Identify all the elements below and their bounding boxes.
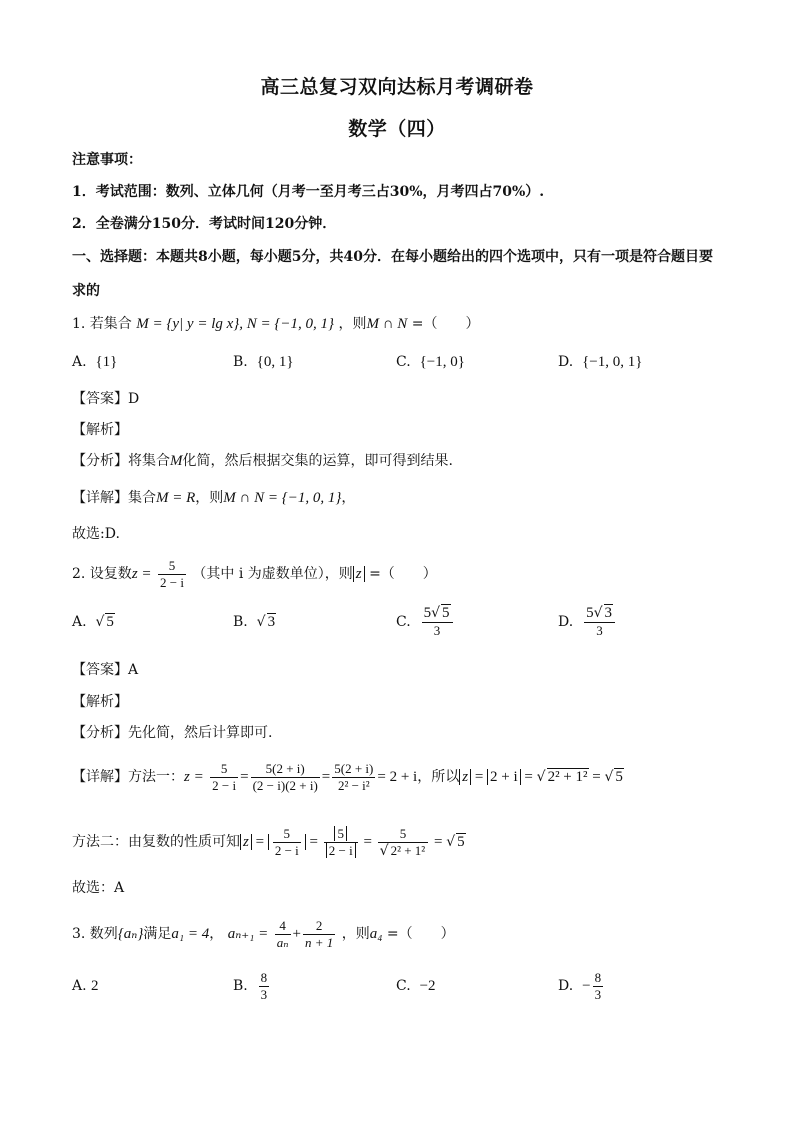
denominator: (2 − i)(2 + i) — [252, 777, 318, 793]
numerator: 8 — [594, 969, 602, 985]
abs-numerator: 5 — [334, 826, 347, 841]
q2-method1: 【详解】方法一：z = $\frac{5}{2 - i}$ = $\frac{5(2 + i)}{(2 - i)(2 + i)}$ = $\frac{5(2 + i)}{\text{2² − i²}}$ = 2 + i，所以 z = 2 + i = √ 2² + 1² = √ 5 — [72, 760, 623, 793]
option-label: D. — [558, 614, 574, 630]
q2-fenxi — [72, 723, 272, 743]
q2-analysis-label: 【解析】 — [72, 694, 128, 710]
q1-set-m: M = {y| y = lg x} — [136, 316, 240, 332]
detail-text: ，则 — [195, 490, 224, 506]
numerator: 5 — [210, 761, 238, 778]
numerator — [422, 605, 453, 623]
q2-stem-prefix: 2. 设复数 — [72, 566, 132, 582]
option-label: A. — [72, 978, 87, 994]
q1-conclusion: 故选:D. — [72, 526, 120, 542]
answer-value: D — [128, 391, 140, 407]
m2-frac-2 — [324, 826, 358, 859]
m1-abs-val: 2 + i — [487, 769, 521, 785]
q1-answer — [72, 389, 139, 409]
m1-frac-2 — [251, 761, 320, 794]
detail-text: 集合 — [128, 490, 156, 506]
method-label: 方法二：由复数的性质可知 — [72, 834, 240, 850]
coefficient: 5 — [423, 605, 432, 621]
q2-conclusion: 故选：A — [72, 880, 125, 896]
q2-stem-mid: （其中 i 为虚数单位），则 — [192, 566, 353, 582]
radicand: 5 — [442, 605, 450, 621]
q3-plus: + — [292, 926, 301, 942]
m1-abs-z: z — [459, 769, 471, 785]
q3-a4: a₄ — [369, 926, 383, 942]
numerator: 5(2 + i) — [334, 760, 374, 776]
q1-fenxi — [72, 451, 453, 471]
q1-expr: M ∩ N — [366, 316, 408, 332]
fenxi-label: 【分析】 — [72, 725, 128, 741]
q1-option-b — [233, 352, 294, 372]
option-value: {−1, 0} — [419, 354, 465, 370]
q3-option-b — [233, 966, 271, 1006]
fenxi-text: 将集合 — [128, 453, 170, 469]
q1-option-c — [396, 352, 465, 372]
denominator: 3 — [594, 986, 602, 1002]
detail-text: ， — [341, 490, 356, 506]
radicand: 3 — [267, 614, 276, 630]
m1-final: 5 — [615, 769, 623, 785]
q2-option-c — [396, 602, 455, 642]
m2-abs-z: z — [240, 834, 252, 850]
method-label: 方法一： — [128, 769, 184, 785]
q1-option-a — [72, 352, 117, 372]
detail-label: 【详解】 — [72, 490, 128, 506]
denominator: 3 — [596, 623, 603, 638]
q2-option-b — [233, 612, 276, 632]
fenxi-label: 【分析】 — [72, 453, 128, 469]
m1-z: z = — [184, 769, 204, 785]
denominator: 2 − i — [212, 777, 237, 793]
q3-stem-text: ， — [209, 926, 224, 942]
q2-abs-z: z — [353, 566, 365, 582]
q1-detail — [72, 488, 355, 508]
m1-frac-3 — [332, 761, 375, 794]
radicand: 5 — [106, 614, 114, 630]
denominator: 3 — [433, 623, 441, 638]
radicand: 2² + 1² — [390, 842, 426, 858]
denominator — [378, 843, 429, 859]
fenxi-text: 化简，然后根据交集的运算，即可得到结果. — [182, 453, 453, 469]
radicand: 3 — [604, 605, 613, 621]
option-label: A. — [72, 614, 87, 630]
sqrt-icon: √ — [95, 614, 105, 630]
option-sign: − — [582, 978, 591, 994]
numerator: 5 — [378, 826, 429, 843]
page-subtitle: 数学（四） — [348, 118, 446, 140]
sqrt-icon: √ — [536, 769, 546, 785]
q1-stem-suffix: =（ ） — [407, 316, 480, 332]
m2-final: 5 — [457, 834, 465, 850]
q3-rec-frac-1 — [275, 918, 291, 951]
q3-stem-suffix: =（ ） — [382, 926, 455, 942]
option-value: 2 — [91, 978, 99, 994]
option-fraction — [259, 970, 270, 1003]
q3-rec-lhs: aₙ₊₁ = — [227, 926, 269, 942]
q3-option-a — [72, 976, 99, 996]
sqrt-icon: √ — [256, 614, 266, 630]
numerator: 8 — [260, 969, 268, 985]
abs-denominator: 2 − i — [326, 843, 356, 858]
q1-analysis-label: 【解析】 — [72, 422, 128, 438]
fenxi-var: M — [170, 453, 183, 469]
denominator — [324, 843, 358, 859]
q1-option-d — [558, 352, 642, 372]
q3-stem — [72, 914, 455, 954]
q2-option-a — [72, 612, 115, 632]
option-label: D. — [558, 354, 574, 370]
numerator — [584, 605, 615, 623]
option-label: B. — [233, 614, 248, 630]
option-value: {1} — [95, 354, 118, 370]
option-label: C. — [396, 978, 411, 994]
q3-option-d — [558, 966, 605, 1006]
q3-stem-text: ，则 — [341, 926, 370, 942]
q1-stem — [72, 314, 480, 334]
q2-stem-suffix: =（ ） — [364, 566, 437, 582]
option-label: C. — [396, 354, 411, 370]
answer-label: 【答案】 — [72, 662, 128, 678]
q2-method2: 方法二：由复数的性质可知 z = $\frac{5}{2 - i}$ = $\frac{5}{2 - i}$ = $\frac{5}{\text{√ 2² + 1²}}$ = √ 5 — [72, 825, 465, 859]
detail-math: M ∩ N = {−1, 0, 1} — [223, 490, 342, 506]
sqrt-icon: √ — [593, 605, 603, 621]
numerator: 2 — [303, 918, 335, 935]
q2-answer — [72, 660, 138, 680]
detail-label: 【详解】 — [72, 769, 128, 785]
q2-stem — [72, 554, 437, 594]
m1-frac-1 — [210, 761, 238, 794]
answer-label: 【答案】 — [72, 391, 128, 407]
numerator: 4 — [275, 918, 291, 935]
denominator: 3 — [260, 986, 268, 1002]
coefficient: 5 — [586, 605, 594, 621]
section-heading: 一、选择题：本题共8小题，每小题5分，共40分．在每小题给出的四个选项中，只有一项是符合题目要求的 — [72, 249, 713, 299]
option-fraction — [584, 605, 615, 639]
fenxi-text: 先化简，然后计算即可. — [128, 725, 273, 741]
sqrt-icon: √ — [379, 842, 389, 859]
denominator: 2 − i — [274, 842, 299, 858]
q2-z: z = — [131, 566, 152, 582]
q2-fraction — [158, 558, 186, 591]
q1-stem-prefix: 1. 若集合 — [72, 316, 132, 332]
m1-sqrt: 2² + 1² — [547, 769, 588, 785]
denominator: n + 1 — [304, 934, 334, 950]
denominator: 2² − i² — [337, 777, 370, 793]
q3-seq: {aₙ} — [117, 926, 144, 942]
q3-a1: a₁ = 4 — [171, 926, 210, 942]
q3-stem-text: 满足 — [143, 926, 172, 942]
q1-set-n: , N = {−1, 0, 1} — [239, 316, 335, 332]
q3-rec-frac-2 — [303, 918, 335, 951]
numerator: 5 — [273, 826, 301, 843]
option-fraction — [422, 605, 453, 639]
option-label: A. — [72, 354, 87, 370]
q3-stem-prefix: 3. 数列 — [72, 926, 118, 942]
option-value: {−1, 0, 1} — [582, 354, 643, 370]
option-value: {0, 1} — [256, 354, 294, 370]
notes-item-1: 1．考试范围：数列、立体几何（月考一至月考三占30%，月考四占70%）. — [72, 184, 545, 200]
denominator: 2 − i — [159, 574, 184, 590]
page-title: 高三总复习双向达标月考调研卷 — [260, 76, 534, 98]
m1-so: ，所以 — [417, 769, 460, 785]
option-label: B. — [233, 978, 248, 994]
detail-math: M = R — [156, 490, 196, 506]
option-value: −2 — [419, 978, 436, 994]
notes-heading: 注意事项： — [72, 152, 142, 168]
option-label: B. — [233, 354, 248, 370]
option-label: D. — [558, 978, 574, 994]
m2-frac-1 — [273, 826, 301, 859]
denominator: aₙ — [276, 934, 289, 950]
q3-option-c — [396, 976, 436, 996]
q2-option-d — [558, 602, 617, 642]
m2-abs-frac-1 — [268, 825, 306, 858]
m2-frac-3 — [378, 826, 429, 859]
sqrt-icon: √ — [446, 834, 456, 850]
sqrt-icon: √ — [431, 605, 440, 621]
numerator: 5 — [158, 558, 186, 575]
numerator: 5(2 + i) — [251, 761, 320, 778]
sqrt-icon: √ — [604, 769, 614, 785]
q1-stem-mid: ，则 — [338, 316, 367, 332]
option-fraction — [593, 970, 604, 1003]
answer-value: A — [128, 662, 139, 678]
option-label: C. — [396, 614, 411, 630]
numerator — [324, 826, 358, 843]
notes-item-2: 2．全卷满分150分．考试时间120分钟． — [72, 216, 337, 232]
m1-result: = 2 + i — [377, 769, 418, 785]
